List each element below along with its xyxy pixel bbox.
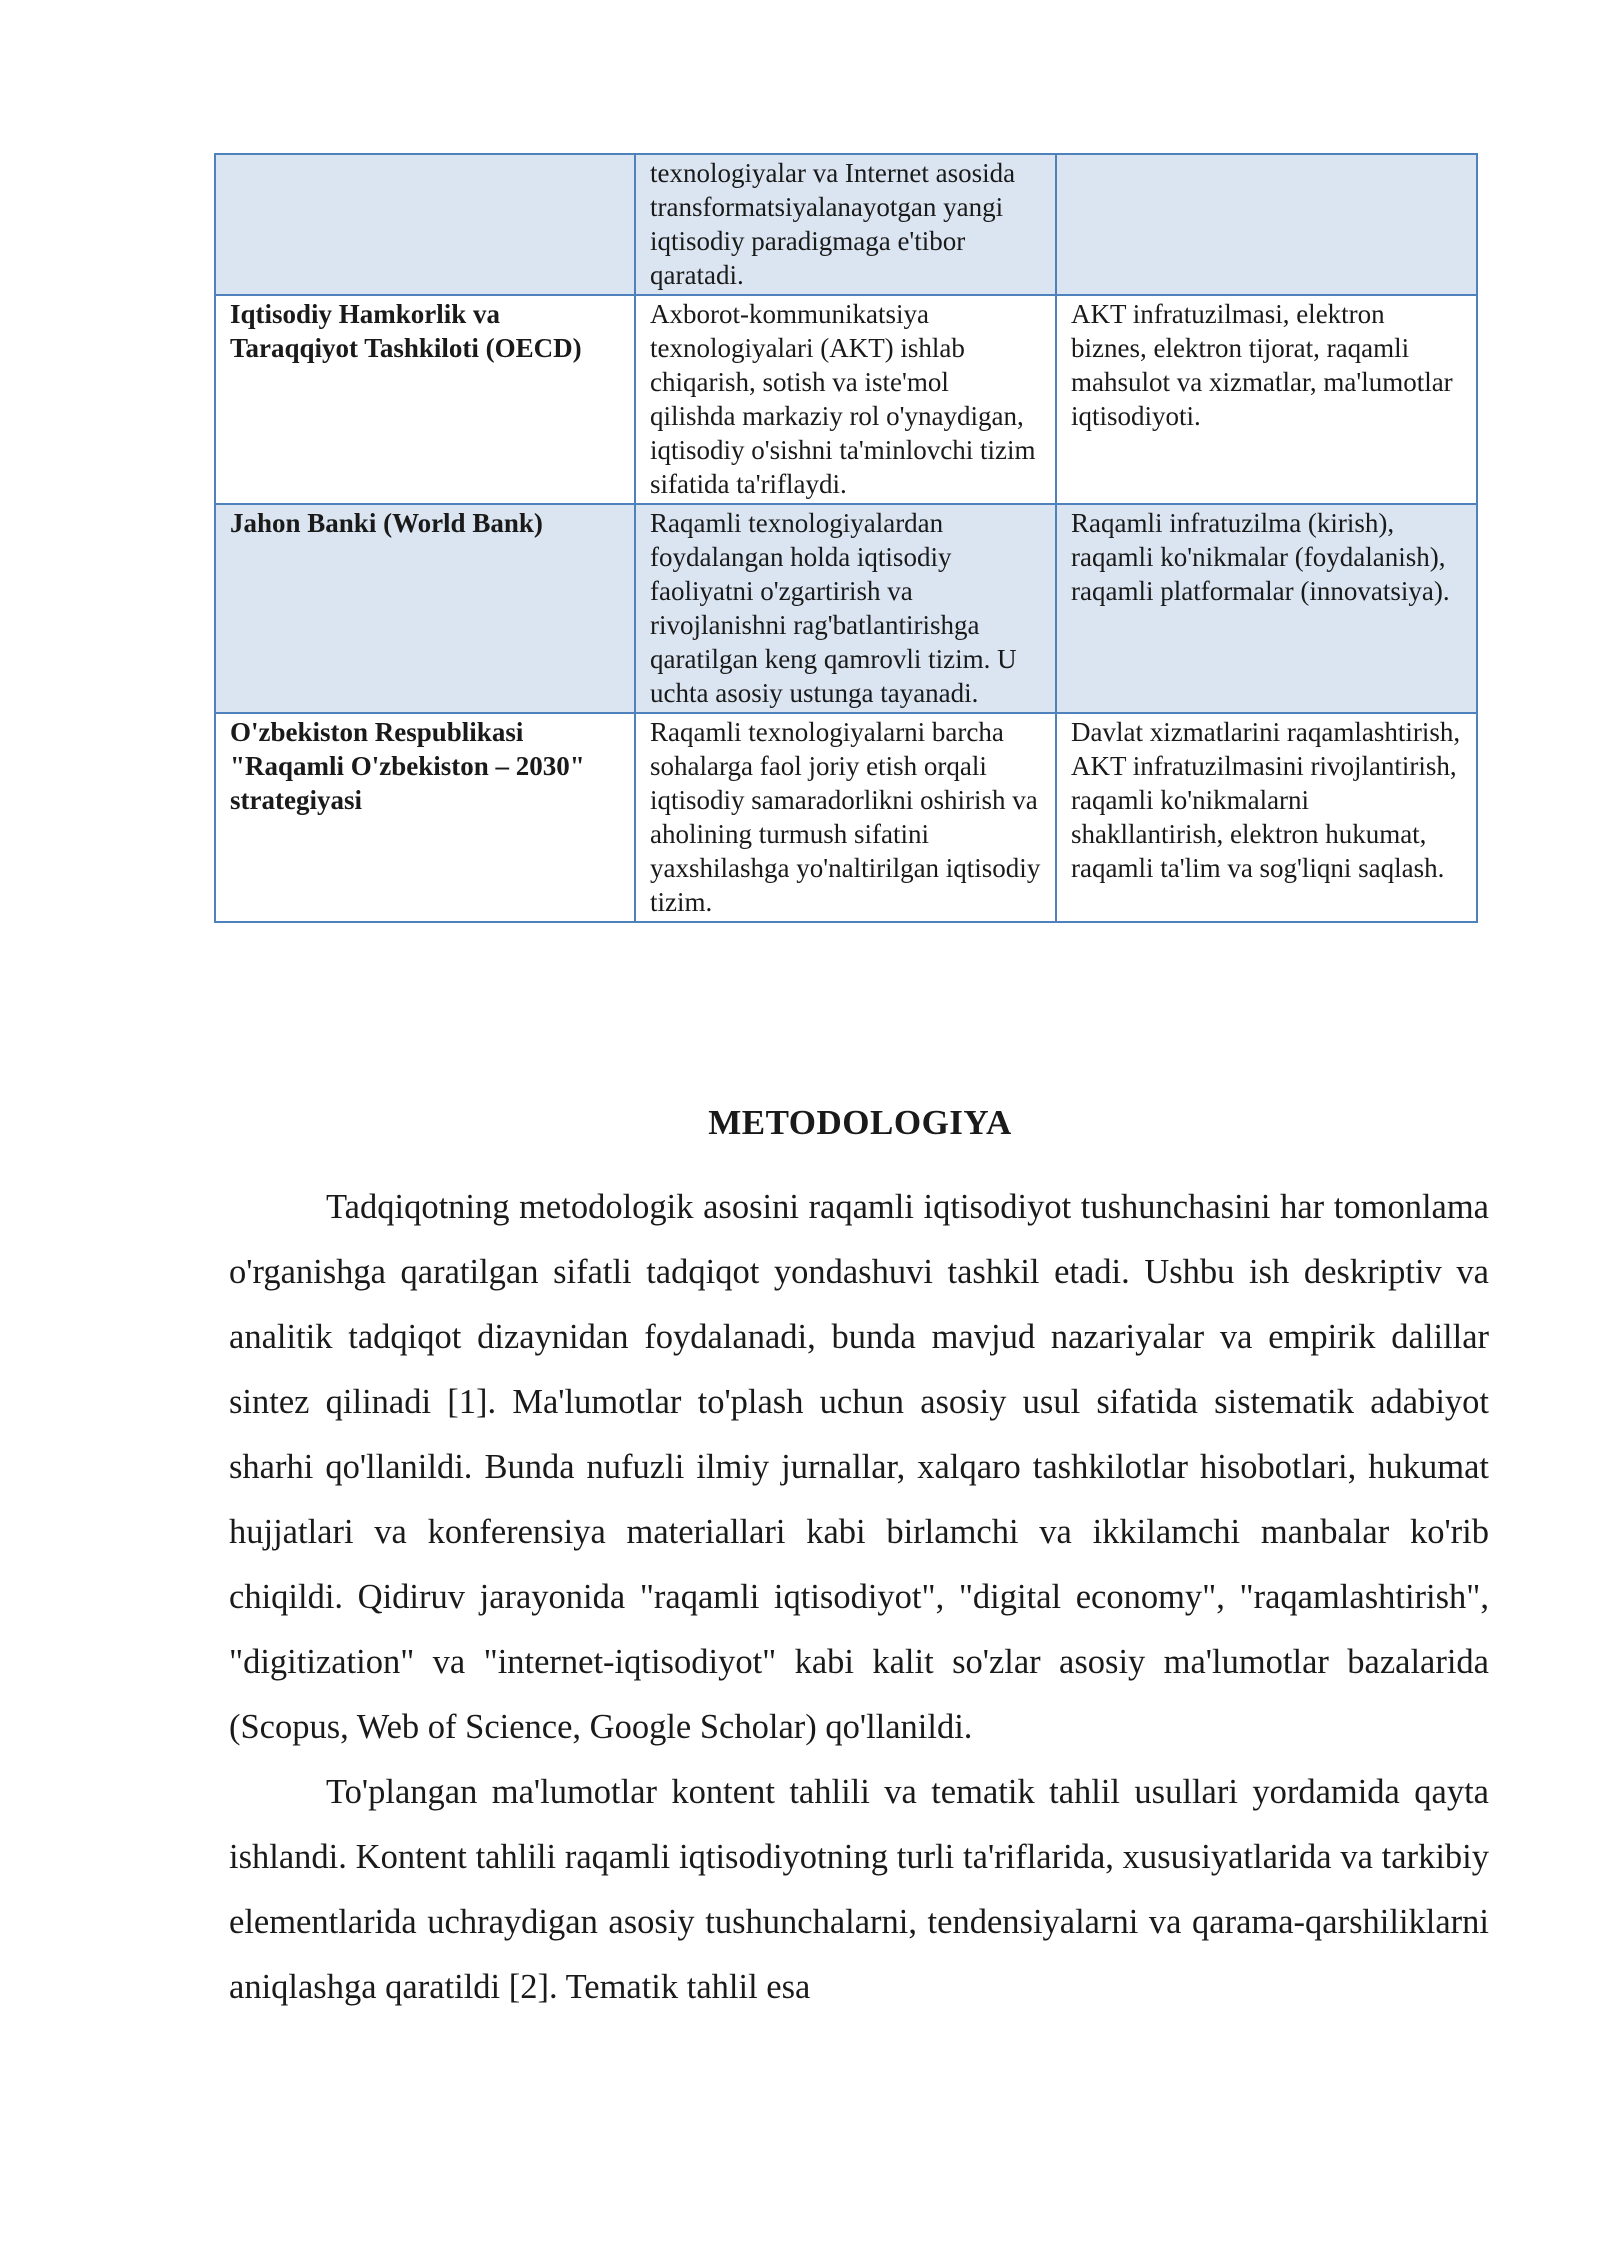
definition-cell: Raqamli texnologiyalarni barcha sohalarga faol joriy etish orqali iqtisodiy samaradorlikni oshirish va aholining turmush sifatini yaxshilashga yo'naltirilgan iqtisodiy tizim. — [635, 713, 1056, 922]
definitions-table-container — [214, 153, 1476, 923]
paragraph: Tadqiqotning metodologik asosini raqamli iqtisodiyot tushunchasini har tomonlama o'rganishga qaratilgan sifatli tadqiqot yondashuvi tashkil etadi. Ushbu ish deskriptiv va analitik tadqiqot dizaynidan foydalanadi, bunda mavjud nazariyalar va empirik dalillar sintez qilinadi [1]. Ma'lumotlar to'plash uchun asosiy usul sifatida sistematik adabiyot sharhi qo'llanildi. Bunda nufuzli ilmiy jurnallar, xalqaro tashkilotlar hisobotlari, hukumat hujjatlari va konferensiya materiallari kabi birlamchi va ikkilamchi manbalar ko'rib chiqildi. Qidiruv jarayonida "raqamli iqtisodiyot", "digital economy", "raqamlashtirish", "digitization" va "internet-iqtisodiyot" kabi kalit so'zlar asosiy ma'lumotlar bazalarida (Scopus, Web of Science, Google Scholar) qo'llanildi. — [229, 1188, 1489, 1746]
table-row — [215, 504, 1477, 713]
table-row — [215, 295, 1477, 504]
section-body — [229, 1175, 1489, 2020]
section-heading: METODOLOGIYA — [708, 1103, 1012, 1142]
components-cell: AKT infratuzilmasi, elektron biznes, elektron tijorat, raqamli mahsulot va xizmatlar, ma'lumotlar iqtisodiyoti. — [1056, 295, 1477, 504]
organization-cell: Jahon Banki (World Bank) — [215, 504, 635, 713]
components-cell — [1056, 154, 1477, 295]
organization-cell: Iqtisodiy Hamkorlik va Taraqqiyot Tashkiloti (OECD) — [215, 295, 635, 504]
definition-cell: texnologiyalar va Internet asosida transformatsiyalanayotgan yangi iqtisodiy paradigmaga e'tibor qaratadi. — [635, 154, 1056, 295]
table-row — [215, 713, 1477, 922]
components-cell: Davlat xizmatlarini raqamlashtirish, AKT infratuzilmasini rivojlantirish, raqamli ko'nikmalarni shakllantirish, elektron hukumat, raqamli ta'lim va sog'liqni saqlash. — [1056, 713, 1477, 922]
definition-cell: Raqamli texnologiyalardan foydalangan holda iqtisodiy faoliyatni o'zgartirish va rivojlanishni rag'batlantirishga qaratilgan keng qamrovli tizim. U uchta asosiy ustunga tayanadi. — [635, 504, 1056, 713]
organization-cell: O'zbekiston Respublikasi "Raqamli O'zbekiston – 2030" strategiyasi — [215, 713, 635, 922]
organization-cell — [215, 154, 635, 295]
table-row — [215, 154, 1477, 295]
definition-cell: Axborot-kommunikatsiya texnologiyalari (AKT) ishlab chiqarish, sotish va iste'mol qilishda markaziy rol o'ynaydigan, iqtisodiy o'sishni ta'minlovchi tizim sifatida ta'riflaydi. — [635, 295, 1056, 504]
components-cell: Raqamli infratuzilma (kirish), raqamli ko'nikmalar (foydalanish), raqamli platformalar (innovatsiya). — [1056, 504, 1477, 713]
definitions-table — [214, 153, 1478, 923]
paragraph: To'plangan ma'lumotlar kontent tahlili va tematik tahlil usullari yordamida qayta ishlandi. Kontent tahlili raqamli iqtisodiyotning turli ta'riflarida, xususiyatlarida va tarkibiy elementlarida uchraydigan asosiy tushunchalarni, tendensiyalarni va qarama-qarshiliklarni aniqlashga qaratildi [2]. Tematik tahlil esa — [229, 1773, 1489, 2006]
